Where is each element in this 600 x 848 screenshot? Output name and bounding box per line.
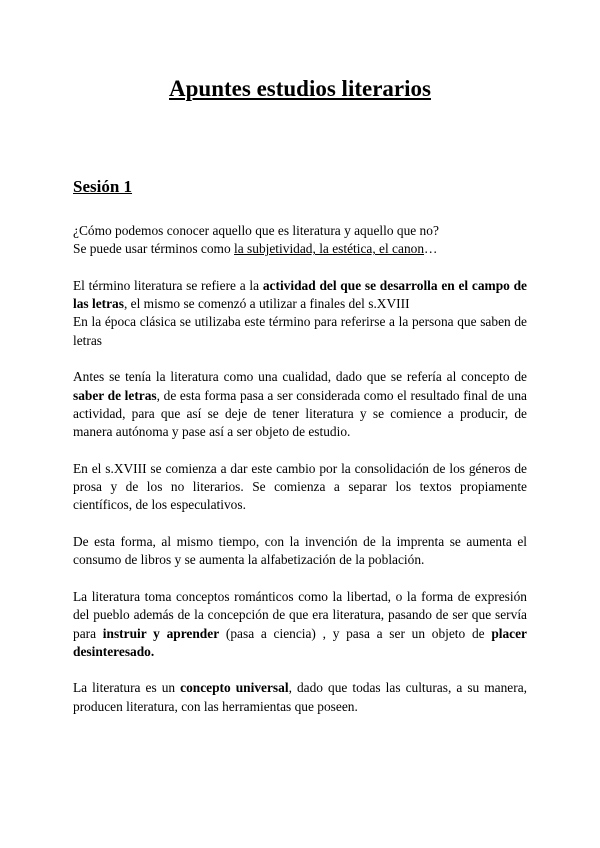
section-heading: Sesión 1 (73, 177, 133, 196)
paragraph-question (73, 222, 527, 259)
document-title: Apuntes estudios literarios (169, 76, 431, 101)
terms-prefix: Se puede usar términos como (73, 241, 235, 257)
definition-text-2: , el mismo se comenzó a utilizar a finales del s.XVIII (123, 296, 410, 312)
romantic-text-1: La literatura toma conceptos románticos como la libertad, o la forma de expresión del pueblo además de la concepción de que era literatura, pasando de ser que servía para (73, 588, 527, 641)
definition-text-1: El término literatura se refiere a la (73, 277, 263, 293)
terms-suffix: … (424, 241, 438, 257)
quality-bold: saber de letras (73, 387, 157, 403)
quality-text-1: Antes se tenía la literatura como una cualidad, dado que se refería al concepto de (73, 369, 527, 385)
quality-text-2: , de esta forma pasa a ser considerada como el resultado final de una actividad, para que así se deje de tener literatura y se comience a producir, de manera autónoma y pase así a ser objeto de estudio. (73, 387, 527, 440)
paragraph-universal (73, 679, 527, 716)
romantic-text-2: (pasa a ciencia) , y pasa a ser un objeto de (219, 625, 492, 641)
classical-era-line: En la época clásica se utilizaba este término para referirse a la persona que saben de letras (73, 314, 527, 348)
paragraph-definition (73, 277, 527, 350)
romantic-bold-2: placer desinteresado. (73, 625, 528, 659)
terms-underlined: la subjetividad, la estética, el canon (234, 241, 425, 257)
question-line: ¿Cómo podemos conocer aquello que es literatura y aquello que no? (73, 223, 439, 238)
universal-text-2: , dado que todas las culturas, a su manera, producen literatura, con las herramientas que poseen. (73, 680, 528, 714)
document-body (73, 222, 527, 734)
paragraph-quality (73, 368, 527, 441)
romantic-bold-1: instruir y aprender (102, 625, 220, 641)
universal-text-1: La literatura es un (73, 680, 181, 696)
definition-bold: actividad del que se desarrolla en el campo de las letras (73, 277, 527, 312)
paragraph-romantic (73, 588, 527, 661)
paragraph-printing: De esta forma, al mismo tiempo, con la invención de la imprenta se aumenta el consumo de libros y se aumenta la alfabetización de la población. (73, 534, 527, 568)
terms-line (73, 240, 527, 258)
paragraph-xviii: En el s.XVIII se comienza a dar este cambio por la consolidación de los géneros de prosa y de los no literarios. Se comienza a separar los textos propiamente científicos, de los especulativos. (73, 460, 527, 513)
universal-bold: concepto universal (180, 680, 289, 696)
